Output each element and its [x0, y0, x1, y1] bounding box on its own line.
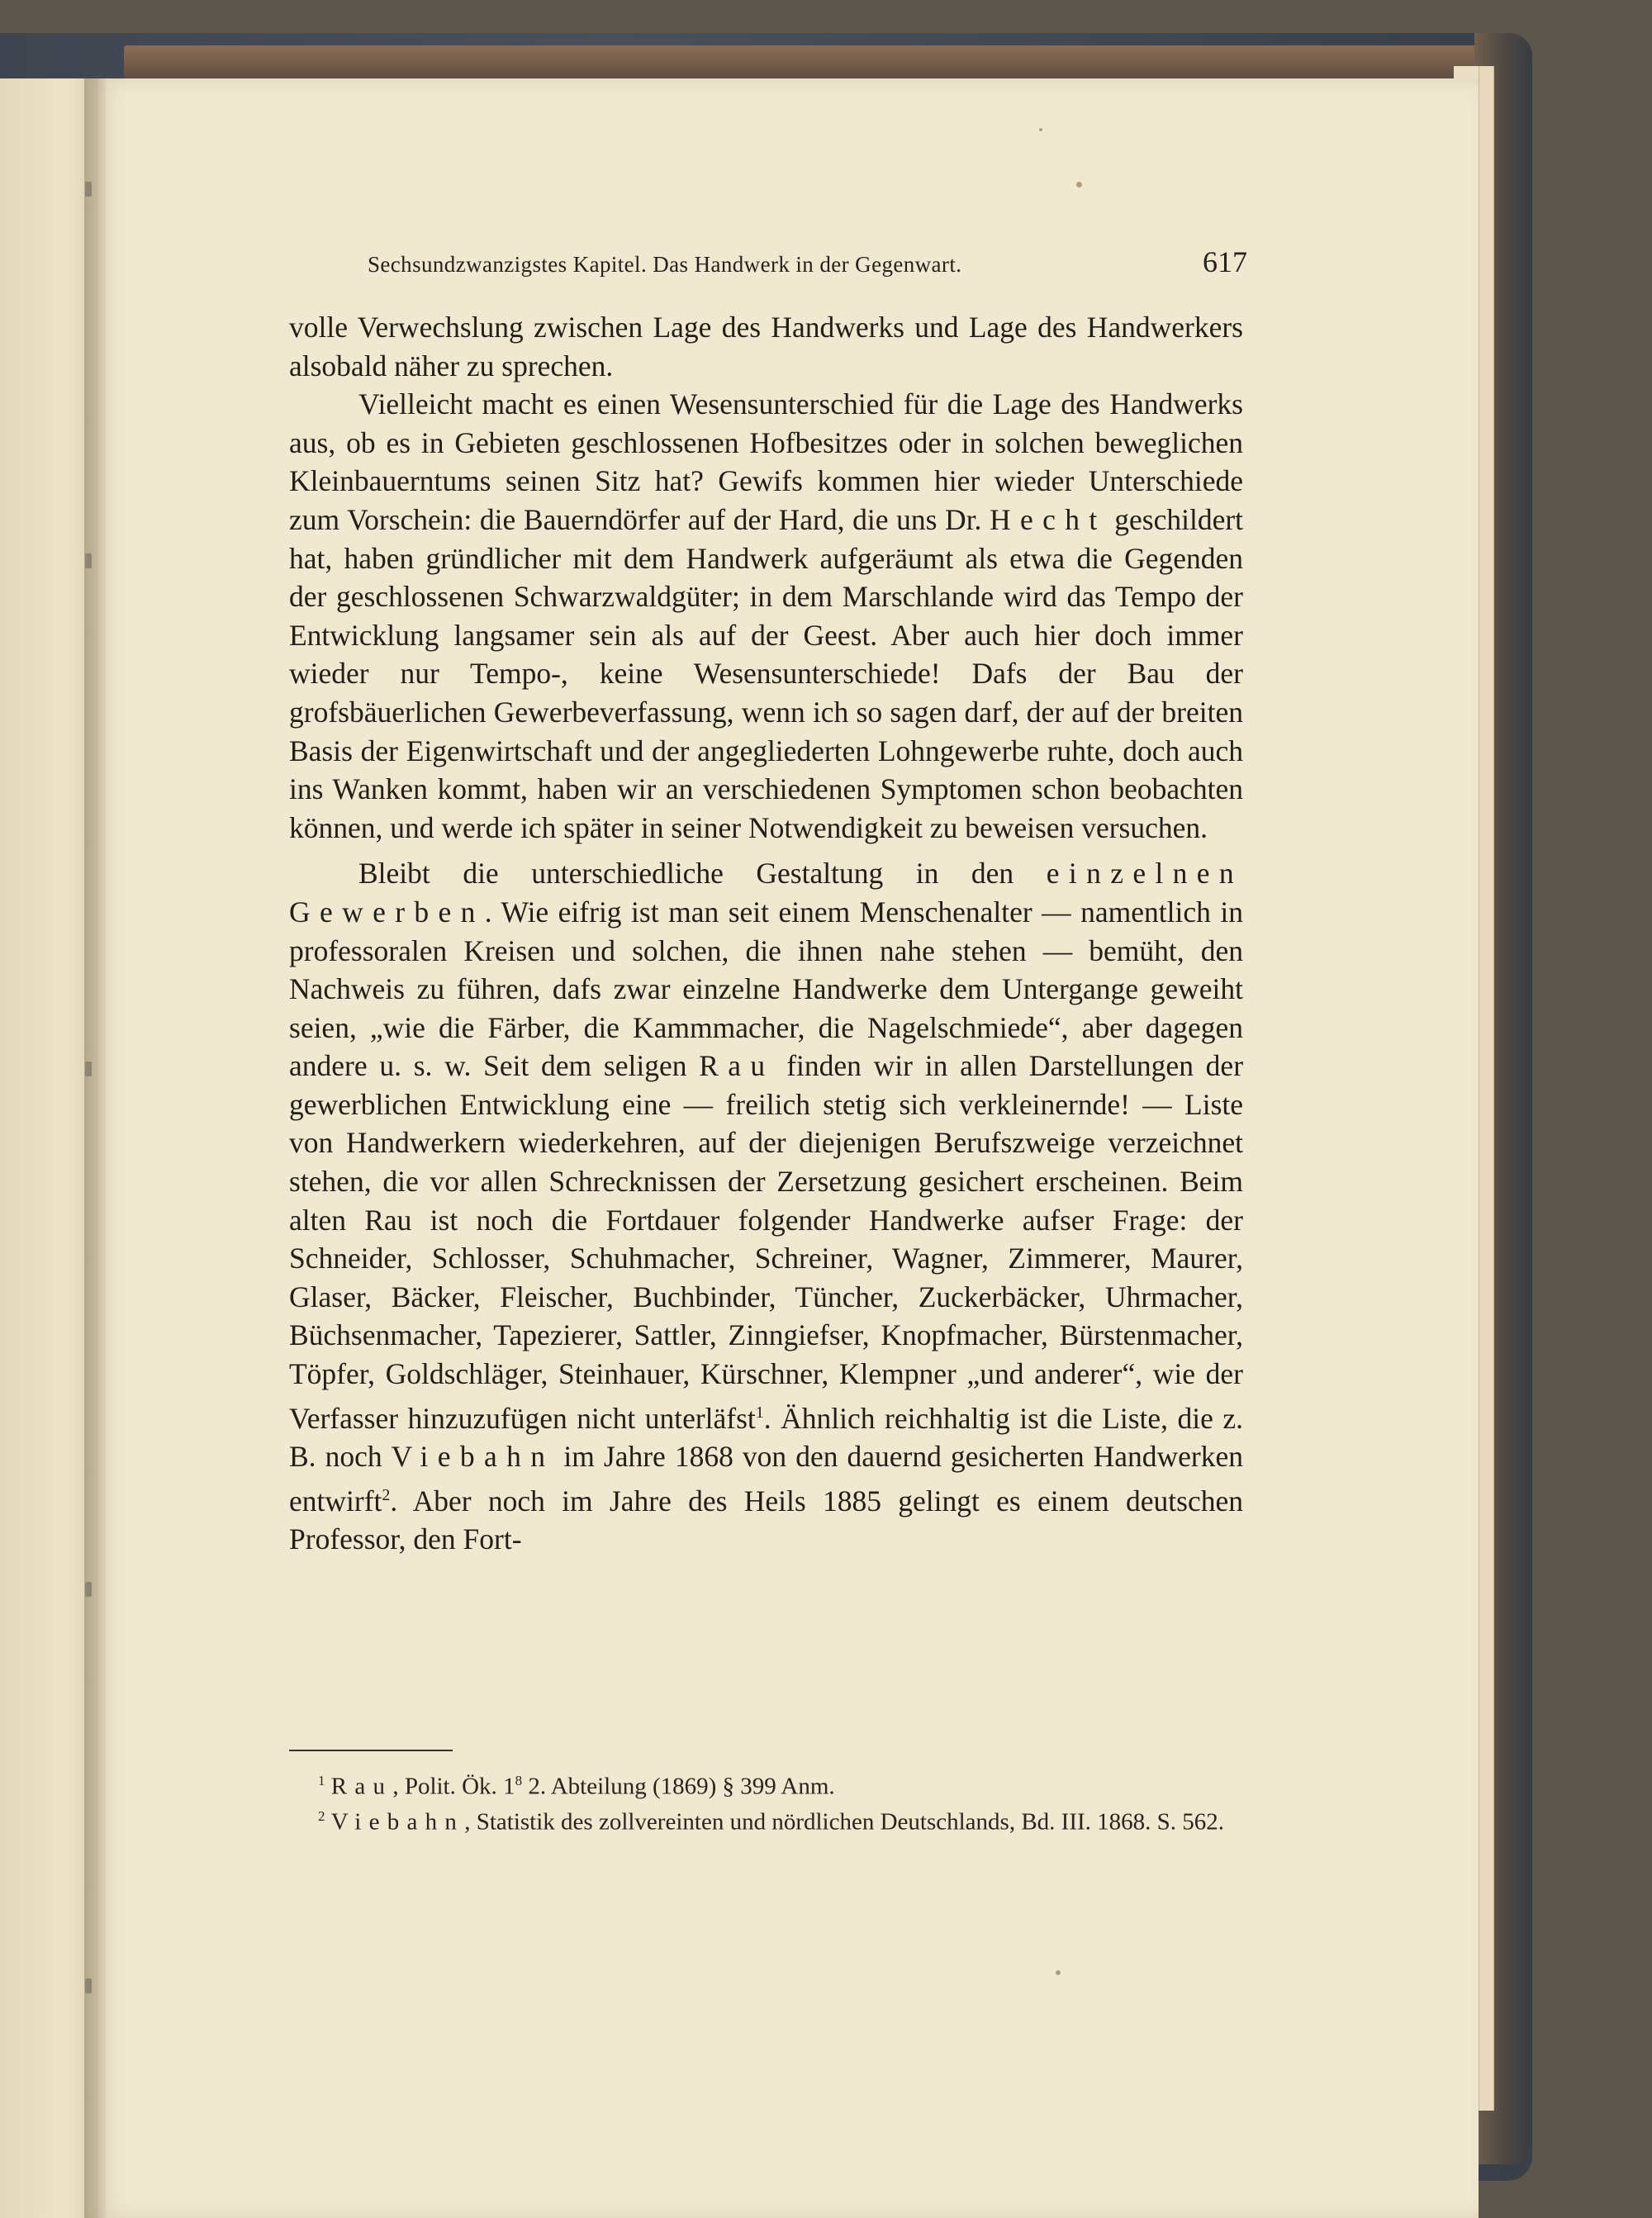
binding-stitch [85, 182, 92, 197]
footnote-text: , Polit. Ök. 1 [392, 1773, 515, 1800]
footnote-ref: 2 [382, 1485, 391, 1504]
paragraph [289, 385, 1243, 847]
spaced-emphasis: einzelnen Gewerben [289, 857, 1243, 929]
paragraph-text: . Aber noch im Jahre des Heils 1885 gelingt es einem deutschen Professor, den Fort- [289, 1484, 1243, 1556]
paragraph [289, 308, 1243, 385]
chapter-title: Sechsundzwanzigstes Kapitel. Das Handwerk in der Gegenwart. [368, 252, 962, 277]
paragraph-text: Vielleicht macht es einen Wesensunterschied für die Lage des Handwerks aus, ob es in Gebieten geschlossenen Hofbesitzes oder in solchen beweglichen Kleinbauerntums seinen Sitz hat? Gewifs kommen hier wieder Unterschiede zum Vorschein: die Bauerndörfer auf der Hard, die uns Dr. [289, 387, 1243, 536]
paragraph-text: geschildert hat, haben gründlicher mit dem Handwerk aufgeräumt als etwa die Gegenden der geschlossenen Schwarzwaldgüter; in dem Marschlande wird das Tempo der Entwicklung langsamer sein als auf der Geest. Aber auch hier doch immer wieder nur Tempo-, keine Wesensunterschiede! Dafs der Bau der grofsbäuerlichen Gewerbeverfassung, wenn ich so sagen darf, der auf der breiten Basis der Eigenwirtschaft und der angegliederten Lohngewerbe ruhte, doch auch ins Wanken kommt, haben wir an verschiedenen Symptomen schon beobachten können, und werde ich später in seiner Notwendigkeit zu beweisen versuchen. [289, 502, 1244, 844]
paragraph-text: im Jahre 1868 von den dauernd gesicherten Handwerken entwirft [289, 1440, 1243, 1517]
paragraph-text: . Wie eifrig ist man seit einem Menschenalter — namentlich in professoralen Kreisen und solchen, die ihnen nahe stehen — bemüht, den Nachweis zu führen, dafs zwar einzelne Handwerke dem Untergange geweiht seien, „wie die Färber, die Kammmacher, die Nagelschmiede“, aber dagegen andere u. s. w. Seit dem seligen [289, 895, 1243, 1083]
footnote-author: Rau [330, 1773, 393, 1800]
footnotes [268, 1766, 1247, 1836]
footnote-text: , Statistik des zollvereinten und nördlichen Deutschlands, Bd. III. 1868. S. 562. [464, 1808, 1225, 1836]
page-gutter [84, 78, 106, 2218]
footnote-text: 2. Abteilung (1869) § 399 Anm. [522, 1773, 835, 1800]
spaced-name: Hecht [990, 502, 1107, 536]
footnote-marker: 1 [318, 1773, 325, 1788]
paragraph-text: finden wir in allen Darstellungen der gewerblichen Entwicklung eine — freilich stetig sich verkleinernde! — Liste von Handwerkern wiederkehren, auf der diejenigen Berufszweige verzeichnet stehen, die vor allen Schrecknissen der Zersetzung gesichert erscheinen. Beim alten Rau ist noch die Fortdauer folgender Handwerke aufser Frage: der Schneider, Schlosser, Schuhmacher, Schreiner, Wagner, Zimmerer, Maurer, Glaser, Bäcker, Fleischer, Buchbinder, Tüncher, Zuckerbäcker, Uhrmacher, Büchsenmacher, Tapezierer, Sattler, Zinngiefser, Knopfmacher, Bürstenmacher, Töpfer, Goldschläger, Steinhauer, Kürschner, Klempner „und anderer“, wie der Verfasser hinzuzufügen nicht unterläfst [289, 1049, 1244, 1435]
spaced-name: Rau [699, 1049, 775, 1083]
paragraph-text: . Ähnlich reichhaltig ist die Liste, die z. B. noch [289, 1401, 1243, 1474]
page-number: 617 [1203, 245, 1247, 278]
paragraph-text: Bleibt die unterschiedliche Gestaltung in den [358, 857, 1047, 891]
paragraph-text: volle Verwechslung zwischen Lage des Handwerks und Lage des Handwerkers alsobald näher zu sprechen. [289, 311, 1243, 382]
footnote [268, 1766, 1247, 1802]
binding-stitch [85, 1978, 92, 1993]
paragraph [289, 854, 1243, 1558]
footnote-marker: 2 [318, 1807, 325, 1824]
footnote [268, 1802, 1247, 1837]
binding-stitch [85, 1582, 92, 1597]
footnote-superscript: 8 [515, 1773, 523, 1788]
footnote-author: Viebahn [330, 1808, 465, 1836]
footnote-rule [289, 1750, 453, 1751]
main-text [289, 308, 1243, 1559]
binding-stitch [85, 553, 92, 568]
binding-stitch [85, 1062, 92, 1076]
spaced-name: Viebahn [391, 1440, 555, 1474]
running-head [368, 245, 1247, 286]
footnote-ref: 1 [755, 1403, 764, 1422]
